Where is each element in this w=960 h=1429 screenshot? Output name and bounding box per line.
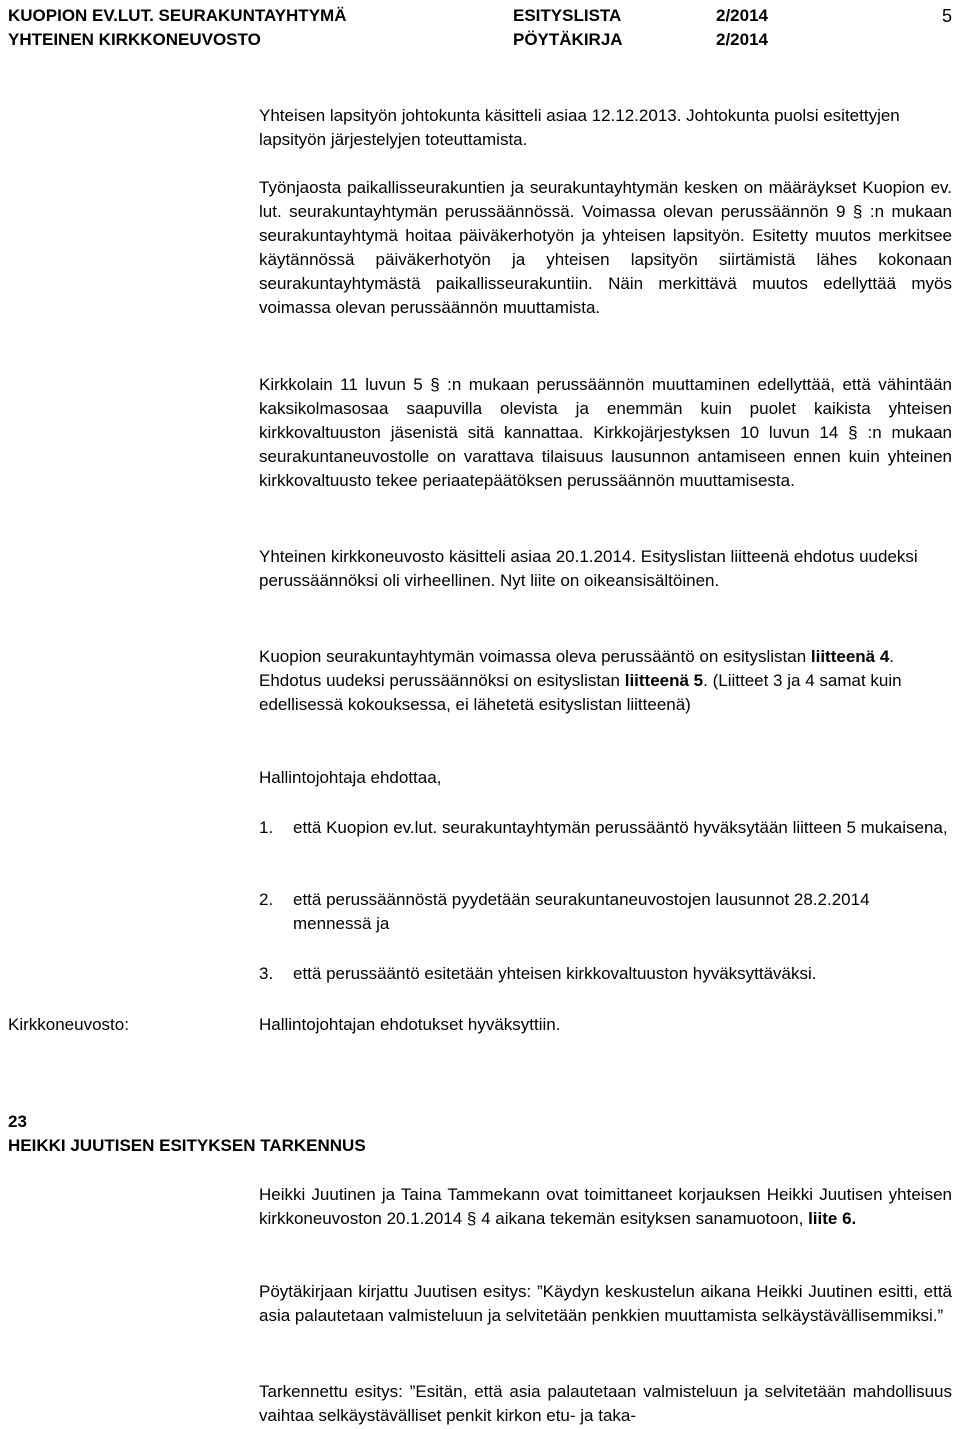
- attachment-reference: liitteenä 4: [810, 647, 890, 666]
- paragraph-recorded-proposal: [259, 1280, 952, 1328]
- attachment-reference: liite 6.: [808, 1209, 857, 1228]
- paragraph-division-of-work: [259, 176, 952, 320]
- proposal-number: 2.: [259, 890, 274, 909]
- paragraph-text: Yhteinen kirkkoneuvosto käsitteli asiaa 20.1.2014. Esityslistan liitteenä ehdotus uudeksi perussäännöksi oli virheellinen. Nyt liite on oikeansisältöinen.: [259, 547, 918, 590]
- proposal-text: että Kuopion ev.lut. seurakuntayhtymän perussääntö hyväksytään liitteen 5 mukaisena,: [293, 818, 948, 837]
- decision-text: Hallintojohtajan ehdotukset hyväksyttiin.: [259, 1015, 561, 1034]
- paragraph-correction: [259, 1183, 952, 1231]
- paragraph-church-law: [259, 373, 952, 493]
- paragraph-text: [259, 645, 952, 717]
- decision-label: Kirkkoneuvosto:: [8, 1015, 129, 1034]
- paragraph-text: Hallintojohtaja ehdottaa,: [259, 768, 442, 787]
- paragraph-text: Pöytäkirjaan kirjattu Juutisen esitys: ”Käydyn keskustelun aikana Heikki Juutinen esitti, että asia palautetaan valmisteluun ja selvitetään penkkien muuttamista selkäystävällisemmiksi.”: [259, 1282, 952, 1325]
- page-header: [8, 4, 952, 52]
- proposal-number: 3.: [259, 964, 274, 983]
- header-row-2: [8, 28, 952, 52]
- proposal-text: että perussäännöstä pyydetään seurakuntaneuvostojen lausunnot 28.2.2014 mennessä ja: [293, 890, 870, 933]
- proposal-text: että perussääntö esitetään yhteisen kirkkovaltuuston hyväksyttäväksi.: [293, 964, 817, 983]
- page-number: 5: [941, 6, 952, 26]
- section-number: 23: [8, 1112, 27, 1131]
- proposal-number: 1.: [259, 818, 274, 837]
- text-run: . (Liitteet 3 ja 4 samat kuin edellisessä kokouksessa, ei lähetetä esityslistan liitteenä): [259, 671, 902, 714]
- paragraph-text: [259, 1183, 952, 1231]
- paragraph-text: Työnjaosta paikallisseurakuntien ja seurakuntayhtymän kesken on määräykset Kuopion ev. lut. seurakuntayhtymän perussäännössä. Voimassa olevan perussäännön 9 § :n mukaan seurakuntayhtymä hoitaa päiväkerhotyön ja yhteisen lapsityön. Esitetty muutos merkitsee käytännössä päiväkerhotyön ja yhteisen lapsityön siirtämistä lähes kokonaan seurakuntayhtymästä paikallisseurakuntiin. Näin merkittävä muutos edellyttää myös voimassa olevan perussäännön muuttamista.: [259, 178, 952, 317]
- text-run: . Ehdotus uudeksi perussäännöksi on esityslistan: [259, 647, 895, 690]
- text-run: Heikki Juutinen ja Taina Tammekann ovat toimittaneet korjauksen Heikki Juutisen yhteisen kirkkoneuvoston 20.1.2014 § 4 aikana tekemän esityksen sanamuotoon,: [259, 1185, 952, 1228]
- paragraph-text: Kirkkolain 11 luvun 5 § :n mukaan perussäännön muuttaminen edellyttää, että vähintään kaksikolmasosaa saapuvilla olevista ja enemmän kuin puolet kaikista yhteisen kirkkovaltuuston jäsenistä sitä kannattaa. Kirkkojärjestyksen 10 luvun 14 § :n mukaan seurakuntaneuvostolle on varattava tilaisuus lausunnon antamiseen ennen kuin yhteinen kirkkovaltuusto tekee periaatepäätöksen perussäännön muuttamisesta.: [259, 375, 952, 490]
- document-number-minutes: 2/2014: [716, 30, 768, 49]
- header-row-1: [8, 4, 952, 28]
- paragraph-attachments: [259, 645, 952, 717]
- document-type-minutes: PÖYTÄKIRJA: [513, 30, 623, 49]
- text-run: Kuopion seurakuntayhtymän voimassa oleva perussääntö on esityslistan: [259, 647, 811, 666]
- paragraph-committee-review: [259, 104, 952, 152]
- organization-body: YHTEINEN KIRKKONEUVOSTO: [8, 30, 261, 49]
- paragraph-previous-meeting: [259, 545, 952, 593]
- paragraph-refined-proposal: [259, 1380, 952, 1428]
- paragraph-text: Yhteisen lapsityön johtokunta käsitteli asiaa 12.12.2013. Johtokunta puolsi esitettyjen lapsityön järjestelyjen toteuttamista.: [259, 106, 900, 149]
- paragraph-text: Tarkennettu esitys: ”Esitän, että asia palautetaan valmisteluun ja selvitetään mahdollisuus vaihtaa selkäystävälliset penkit kirkon etu- ja taka-: [259, 1382, 952, 1425]
- organization-name: KUOPION EV.LUT. SEURAKUNTAYHTYMÄ: [8, 6, 347, 25]
- section-title: HEIKKI JUUTISEN ESITYKSEN TARKENNUS: [8, 1136, 366, 1155]
- paragraph-proposal-intro: [259, 766, 952, 790]
- document-number-agenda: 2/2014: [716, 6, 768, 25]
- attachment-reference: liitteenä 5: [624, 671, 704, 690]
- document-type-agenda: ESITYSLISTA: [513, 6, 622, 25]
